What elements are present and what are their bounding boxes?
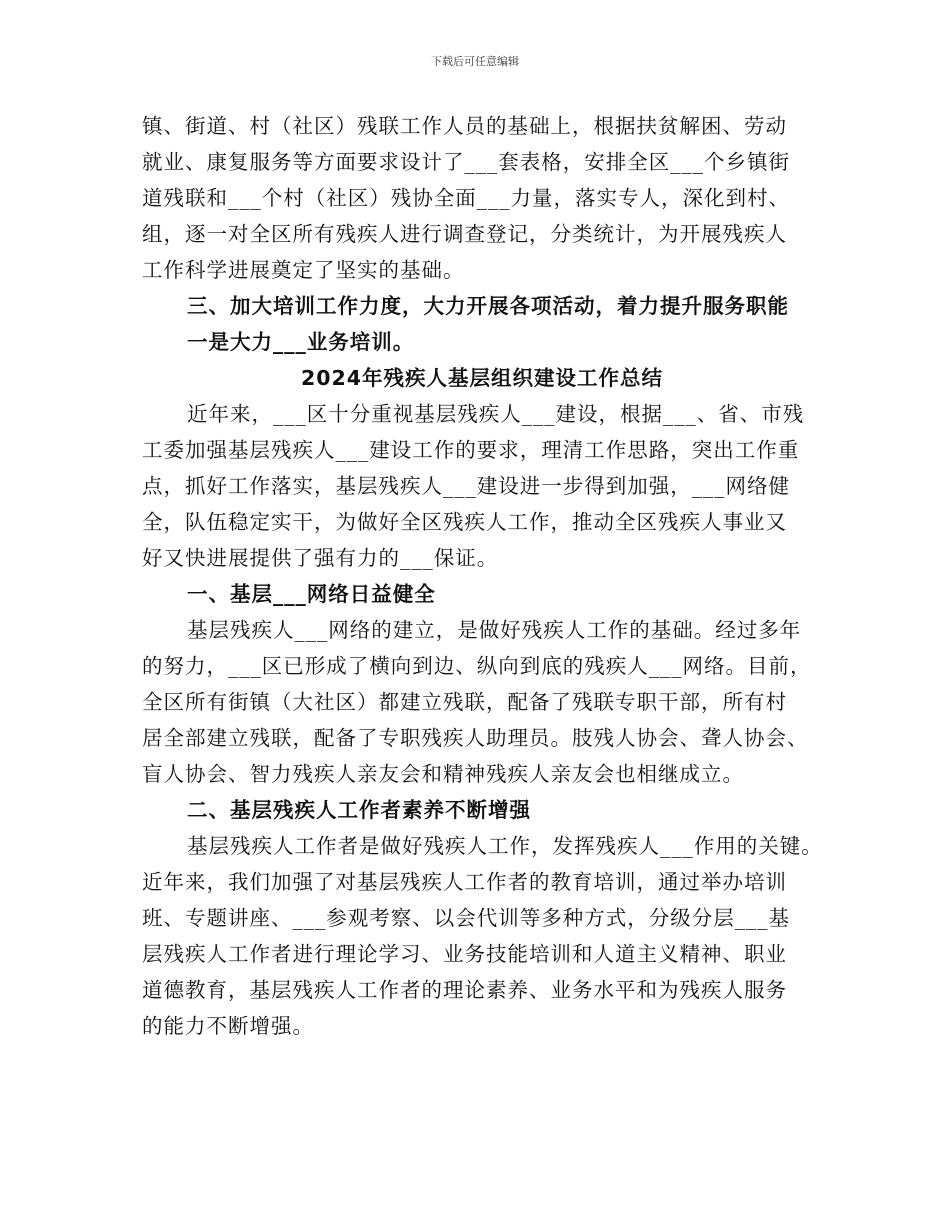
paragraph-line: 的能力不断增强。 — [142, 1014, 314, 1038]
paragraph-line: 就业、康复服务等方面要求设计了___套表格，安排全区___个乡镇街 — [142, 150, 790, 174]
paragraph-line: 工作科学进展奠定了坚实的基础。 — [142, 258, 465, 282]
document-body — [142, 108, 822, 1044]
paragraph-line: 镇、街道、村（社区）残联工作人员的基础上，根据扶贫解困、劳动 — [142, 114, 787, 138]
paragraph-line: 近年来，我们加强了对基层残疾人工作者的教育培训，通过举办培训 — [142, 870, 787, 894]
paragraph-line: 道德教育，基层残疾人工作者的理论素养、业务水平和为残疾人服务 — [142, 978, 787, 1002]
paragraph-line: 基层残疾人工作者是做好残疾人工作，发挥残疾人___作用的关键。 — [187, 834, 823, 858]
paragraph-line: 班、专题讲座、___参观考察、以会代训等多种方式，分级分层___基 — [142, 906, 790, 930]
paragraph-line: 全，队伍稳定实干，为做好全区残疾人工作，推动全区残疾人事业又 — [142, 510, 787, 534]
page-header: 下载后可任意编辑 — [431, 55, 519, 68]
section-heading: 二、基层残疾人工作者素养不断增强 — [187, 798, 531, 822]
paragraph-line: 工委加强基层残疾人___建设工作的要求，理清工作思路，突出工作重 — [142, 438, 800, 462]
document-title: 2024年残疾人基层组织建设工作总结 — [300, 366, 664, 390]
paragraph-line: 近年来，___区十分重视基层残疾人___建设，根据___、省、市残 — [187, 402, 805, 426]
paragraph-line: 点，抓好工作落实，基层残疾人___建设进一步得到加强，___网络健 — [142, 474, 790, 498]
paragraph-line: 组，逐一对全区所有残疾人进行调查登记，分类统计，为开展残疾人 — [142, 222, 787, 246]
paragraph-line: 的努力，___区已形成了横向到边、纵向到底的残疾人___网络。目前， — [142, 654, 812, 678]
paragraph-line: 好又快进展提供了强有力的___保证。 — [142, 546, 499, 570]
paragraph-line: 道残联和___个村（社区）残协全面___力量，落实专人，深化到村、 — [142, 186, 790, 210]
paragraph-line: 居全部建立残联，配备了专职残疾人助理员。肢残人协会、聋人协会、 — [142, 726, 809, 750]
section-heading: 三、加大培训工作力度，大力开展各项活动，着力提升服务职能 — [187, 294, 789, 318]
paragraph-line: 层残疾人工作者进行理论学习、业务技能培训和人道主义精神、职业 — [142, 942, 787, 966]
subsection-heading: 一是大力___业务培训。 — [187, 330, 415, 354]
paragraph-line: 全区所有街镇（大社区）都建立残联，配备了残联专职干部，所有村 — [142, 690, 787, 714]
section-heading: 一、基层___网络日益健全 — [187, 582, 436, 606]
paragraph-line: 盲人协会、智力残疾人亲友会和精神残疾人亲友会也相继成立。 — [142, 762, 744, 786]
paragraph-line: 基层残疾人___网络的建立，是做好残疾人工作的基础。经过多年 — [187, 618, 802, 642]
